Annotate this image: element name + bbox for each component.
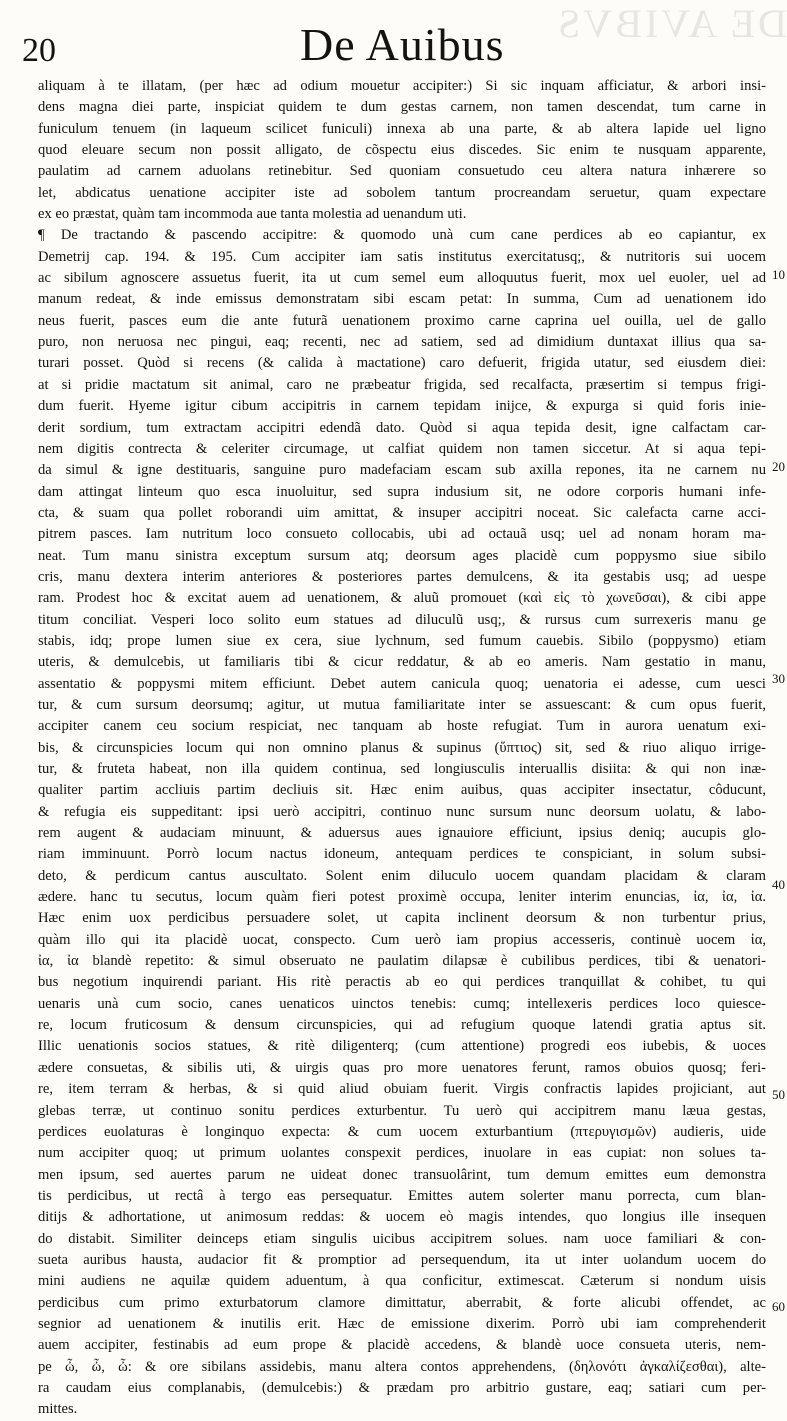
text-line: perdices euolaturas è longinquo expecta: & cum uocem exturbantium (πτερυγισμῶν) audieris, uide xyxy=(38,1123,766,1140)
text-line: quod eleuare secum non possit alligato, de cõspectu eius discedes. Sic enim te nusquam apparente, xyxy=(38,142,766,159)
text-line: Hæc enim uox perdicibus persuadere solet, ut capita inclinent deorsum & non turbentur prius, xyxy=(38,910,766,927)
text-line: Demetrij cap. 194. & 195. Cum accipiter iam satis institutus exercitatusq;, & nutritoris sui uocem xyxy=(38,248,766,265)
text-line: qualiter partim accliuis partim decliuis sit. Hæc enim auibus, quas accipiter insectatur, côducunt, xyxy=(38,782,766,799)
text-line: dens magna diei parte, inspiciat quidem te dum gestas carnem, non tamen descendat, tum carne in xyxy=(38,99,766,116)
text-line: mittes. xyxy=(38,1401,78,1418)
text-line: ra caudam eius complanabis, (demulcebis:) & prædam pro arbitrio gustare, eaq; satiari cum per- xyxy=(38,1379,766,1396)
text-line: mini audiens ne aquilæ quidem aduentum, à qua conficitur, extimescat. Cæterum si nondum uisis xyxy=(38,1273,766,1290)
text-line: da simul & igne destituaris, sanguine puro madefaciam escam sub axilla repones, ita ne carnem nu xyxy=(38,462,766,479)
text-line: cta, & suam qua pollet roborandi uim amittat, & insuper accipitri noceat. Sic calefacta carne acci- xyxy=(38,504,766,521)
text-line: ex eo præstat, quàm tam incommoda aue tanta molestia ad uenandum uti. xyxy=(38,206,467,223)
text-line: neat. Tum manu sinistra exceptum sursum atq; deorsum ages placidè cum poppysmo siue sibilo xyxy=(38,547,766,564)
text-line: sueta auribus hausta, audacior fit & promptior ad persequendum, ita ut inter uolandum uocem do xyxy=(38,1251,766,1268)
text-line: quàm illo qui ita placidè uocat, conspecto. Cum uerò iam propius accesseris, continuè uocem ἰα, xyxy=(38,931,766,948)
text-line: re, item terram & herbas, & si quid aliud obuiam fuerit. Virgis confractis lapides projiciant, aut xyxy=(38,1081,766,1098)
text-line: neus fuerit, pasces eum die ante futurã uenationem proximo carne caprina uel ouilla, uel de gallo xyxy=(38,312,766,329)
text-line: funiculum tenuem (in laqueum scilicet funiculi) innexa ab una parte, & ab altera lapide uel ligno xyxy=(38,120,766,137)
text-line: ædere. hanc tu secutus, locum quàm fieri potest proximè occupa, leniter interim enuncias, ἰα, ἰα, ἰα. xyxy=(38,889,766,906)
text-line: re, locum fruticosum & densum circunspicies, qui ad refugium quoque latendi gratia aptus sit. xyxy=(38,1017,766,1034)
text-line: dum fuerit. Hyeme igitur cibum accipitris in carnem tepidam inijce, & expurga si quid foris inie- xyxy=(38,398,766,415)
text-line: ¶ De tractando & pascendo accipitre: & quomodo unà cum cane perdices ab eo capiantur, ex xyxy=(38,227,766,244)
text-line: & refugia eis suppeditant: ipsi uerò accipitri, continuo nunc sursum nunc deorsum uolatu, & labo- xyxy=(38,803,766,820)
text-line: uteris, & demulcebis, ut familiaris tibi & cicur reddatur, & ab eo ameris. Nam gestatio in manu, xyxy=(38,654,766,671)
running-head: De Auibus xyxy=(300,19,505,70)
text-line: nem digitis contrecta & celeriter circumage, ut calfiat quidem non tamen siccetur. At si aqua tepi- xyxy=(38,440,766,457)
page-number: 20 xyxy=(22,32,56,69)
margin-number-30: 30 xyxy=(772,671,785,686)
text-line: tis perdicibus, ut rectâ à tergo eas persequatur. Emittes autem solerter manu porrecta, cum blan- xyxy=(38,1187,766,1204)
text-line: let, abdicatus uenatione accipiter iste ad sobolem tantum procreandam seruetur, quam expectare xyxy=(38,184,766,201)
bleed-through-text: DE AVIBVS xyxy=(555,1,787,46)
text-line: num accipiter quoq; ut primum uolantes conspexit perdices, inuolare in eas cupiat: non solues ta- xyxy=(38,1145,766,1162)
text-line: pitrem pasces. Iam nutritum loco consueto collocabis, ubi ad octauã usq; uel ad nonam horam ma- xyxy=(38,526,766,543)
text-line: cris, manu dextera interim anteriores & posteriores partes demulcens, & ita gestabis usq; ad uespe xyxy=(38,568,766,585)
text-line: uenaris unà cum socio, canes uenaticos uinctos tenebis: cumq; intellexeris perdices loco quiesce- xyxy=(38,995,766,1012)
text-line: bis, & circunspicies locum qui non omnino planus & supinus (ὕπτιος) sit, sed & riuo aliquo irrige- xyxy=(38,739,766,756)
text-line: tur, & cum sursum deorsumq; agitur, ut mutua familiaritate inter se assuescant: & cum opus fuerit, xyxy=(38,696,766,713)
text-line: ditijs & adhortatione, ut animosum reddas: & uocem eò magis intendes, quo longius ille insequen xyxy=(38,1209,766,1226)
text-line: riam imminuunt. Porrò locum nactus idoneum, antequam perdices te conspiciant, in solum subsi- xyxy=(38,846,766,863)
text-line: dam attingat linteum quo esca inuoluitur, sed supra indusium sit, ne odore corporis humani infe- xyxy=(38,483,766,500)
text-line: accipiter canem ceu socium respiciat, nec tanquam ab hoste refugiat. Tum in aurora uenatum exi- xyxy=(38,718,766,735)
text-line: do distabit. Similiter deinceps etiam singulis uicibus accipitrem solues. nam uoce familiari & con- xyxy=(38,1230,766,1247)
text-line: segnior ad uenationem & inutilis erit. Hæc de emissione dixerim. Porrò ubi iam comprehenderit xyxy=(38,1315,766,1332)
text-line: bus negotium inquirendi pariant. His ritè peractis ab eo qui perdices tranquillat & cohibet, tu qui xyxy=(38,974,766,991)
text-line: men ipsum, sed auertes parum ne uideat donec transuolârint, tum demum emittes eum demonstra xyxy=(38,1166,766,1183)
text-line: pe ὦ, ὦ, ὦ: & ore sibilans assidebis, manu altera contos apprehendens, (δηλονότι ἀγκαλίζεσθαι), alte- xyxy=(38,1358,766,1375)
margin-number-60: 60 xyxy=(772,1299,785,1314)
text-line: ædere consuetas, & sibilis uti, & uirgis quas pro more uenatores ferunt, ramos obuios quosq; feri- xyxy=(38,1059,766,1076)
text-line: deto, & perdicum cantus auscultato. Solent enim diluculo uocem quandam placidam & claram xyxy=(38,867,766,884)
text-line: tur, & fruteta habeat, non illa quidem continua, sed longiusculis interuallis disiita: & qui non inæ- xyxy=(38,761,766,777)
margin-number-40: 40 xyxy=(772,877,785,892)
text-line: Illic uenationis socios statues, & ritè diligenterq; (cum attentione) progredi eos iubebis, & uoces xyxy=(38,1038,766,1055)
body-text xyxy=(38,76,766,1421)
text-line: derit sordium, tum extractam accipitri edendã dato. Quòd si aqua tepida desit, igne calfactam car- xyxy=(38,419,766,436)
margin-number-10: 10 xyxy=(772,267,785,282)
text-line: glebas terræ, ut continuo sonitu perdices exturbentur. Tu uerò qui accipitrem manu læua gestas, xyxy=(38,1102,766,1119)
text-line: ram. Prodest hoc & excitat auem ad uenationem, & aluũ promouet (καὶ εἰς τὸ χωνεῦσαι), & cibi appe xyxy=(38,590,766,607)
text-line: manum redeat, & inde emissus demonstratam sibi escam petat: In summa, Cum ad uenationem ido xyxy=(38,291,766,308)
text-line: at si pridie mactatum sit animal, caro ne præbeatur frigida, sed recalfacta, præsertim si tempus frigi- xyxy=(38,376,766,393)
margin-number-50: 50 xyxy=(772,1087,785,1102)
margin-number-20: 20 xyxy=(772,459,785,474)
text-line: auem accipiter, festinabis ad eum prope & placidè accedens, & blandè uoce consueta uteris, nem- xyxy=(38,1337,766,1354)
text-line: perdicibus cum primo exturbatorum clamore dimittatur, aberrabit, & forte alicubi offendet, ac xyxy=(38,1294,766,1311)
text-line: paulatim ad carnem aduolans retinebitur. Sed quoniam consuetudo ceu altera natura inhærere so xyxy=(38,163,766,180)
text-line: aliquam à te illatam, (per hæc ad odium mouetur accipiter:) Si sic inquam afficiatur, & arbori insi- xyxy=(38,78,766,94)
text-line: assentatio & poppysmi mitem efficiunt. Debet autem canicula quoq; uenatoria ei adesse, cum uesci xyxy=(38,675,766,692)
text-line: rem augent & audaciam minuunt, & aduersus aues ignauiore efficiunt, ipsius deniq; aucupis glo- xyxy=(38,825,766,842)
text-line: stabis, idq; prope lumen siue ex cera, siue lychnum, sed fumum cauebis. Sibilo (poppysmo) etiam xyxy=(38,632,766,649)
text-line: ἰα, ἰα blandè repetito: & simul obseruato ne paulatim dilapsæ è cubilibus perdices, tibi & uenatori- xyxy=(38,953,766,970)
text-line: puro, non neruosa nec pingui, eaq; recenti, nec ad satiem, sed ad dimidium duntaxat illius qua sa- xyxy=(38,334,766,351)
text-line: turari posset. Quòd si recens (& calida à mactatione) caro defuerit, frigida utatur, sed eiusdem diei: xyxy=(38,355,766,372)
text-line: titum conciliat. Vesperi loco solito eum statues ad diluculũ usq;, & rursus cum surrexeris manu ge xyxy=(38,611,766,628)
text-line: ac sibilum agnoscere assuetus fuerit, ita ut cum semel eum alloquutus fuerit, mox uel euoler, uel ad xyxy=(38,270,766,287)
